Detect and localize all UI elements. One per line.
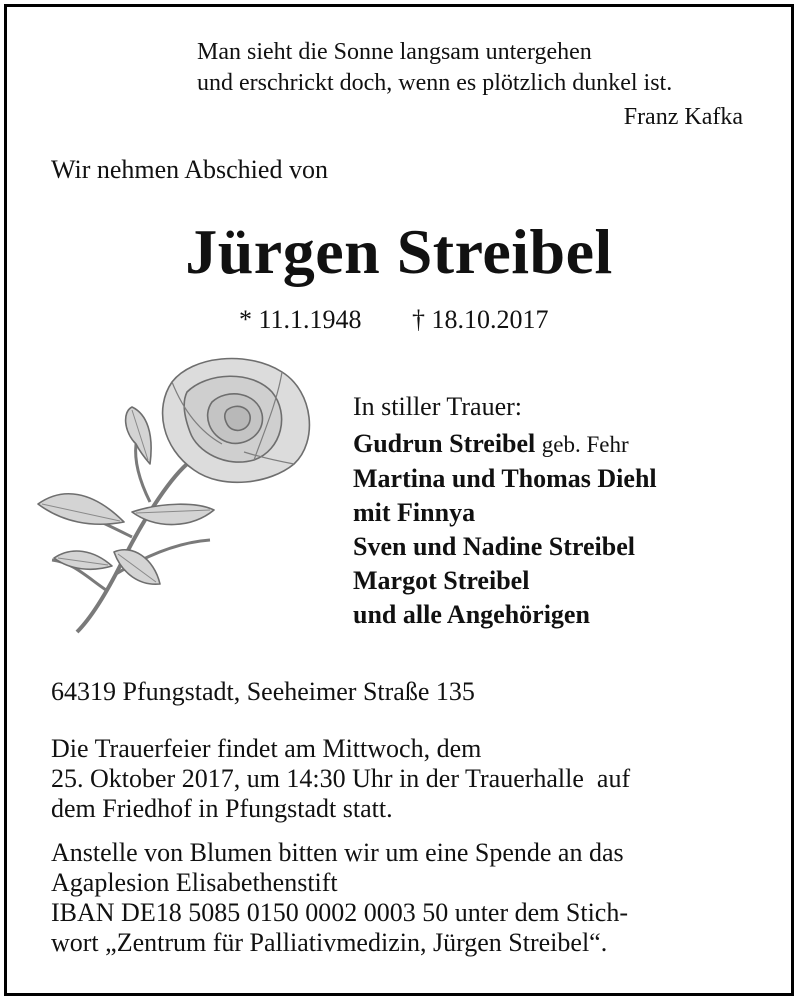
donation-line: wort „Zentrum für Palliativmedizin, Jürgen Streibel“. <box>51 928 608 957</box>
donation-line: IBAN DE18 5085 0150 0002 0003 50 unter dem Stich- <box>51 898 629 927</box>
life-dates <box>239 305 549 335</box>
mourner-entry <box>353 427 657 462</box>
ceremony-line: Die Trauerfeier findet am Mittwoch, dem <box>51 734 482 763</box>
family-address: 64319 Pfungstadt, Seeheimer Straße 135 <box>51 677 475 706</box>
funeral-ceremony-info <box>51 734 630 824</box>
mourners-heading: In stiller Trauer: <box>353 392 522 421</box>
quote-author: Franz Kafka <box>623 104 743 130</box>
mourners-list <box>353 390 657 632</box>
mourner-name: Gudrun Streibel <box>353 429 536 458</box>
mourner-entry: mit Finnya <box>353 498 476 527</box>
birth-date: * 11.1.1948 <box>239 305 362 334</box>
rose-icon <box>32 352 322 642</box>
mourner-entry: Sven und Nadine Streibel <box>353 532 635 561</box>
obituary-notice <box>4 4 794 996</box>
quote-line: und erschrickt doch, wenn es plötzlich dunkel ist. <box>197 70 673 96</box>
quote-line: Man sieht die Sonne langsam untergehen <box>197 39 592 65</box>
deceased-name: Jürgen Streibel <box>185 216 613 287</box>
ceremony-line: dem Friedhof in Pfungstadt statt. <box>51 794 393 823</box>
farewell-intro: Wir nehmen Abschied von <box>51 155 328 184</box>
donation-request <box>51 838 628 958</box>
donation-line: Anstelle von Blumen bitten wir um eine Spende an das <box>51 838 624 867</box>
ceremony-line: 25. Oktober 2017, um 14:30 Uhr in der Trauerhalle auf <box>51 764 631 793</box>
mourner-entry: Margot Streibel <box>353 566 530 595</box>
death-date: † 18.10.2017 <box>412 305 549 334</box>
quote <box>197 37 757 99</box>
donation-line: Agaplesion Elisabethenstift <box>51 868 338 897</box>
mourner-entry: und alle Angehörigen <box>353 600 590 629</box>
mourner-entry: Martina und Thomas Diehl <box>353 464 657 493</box>
mourner-maiden-name: geb. Fehr <box>541 432 629 457</box>
